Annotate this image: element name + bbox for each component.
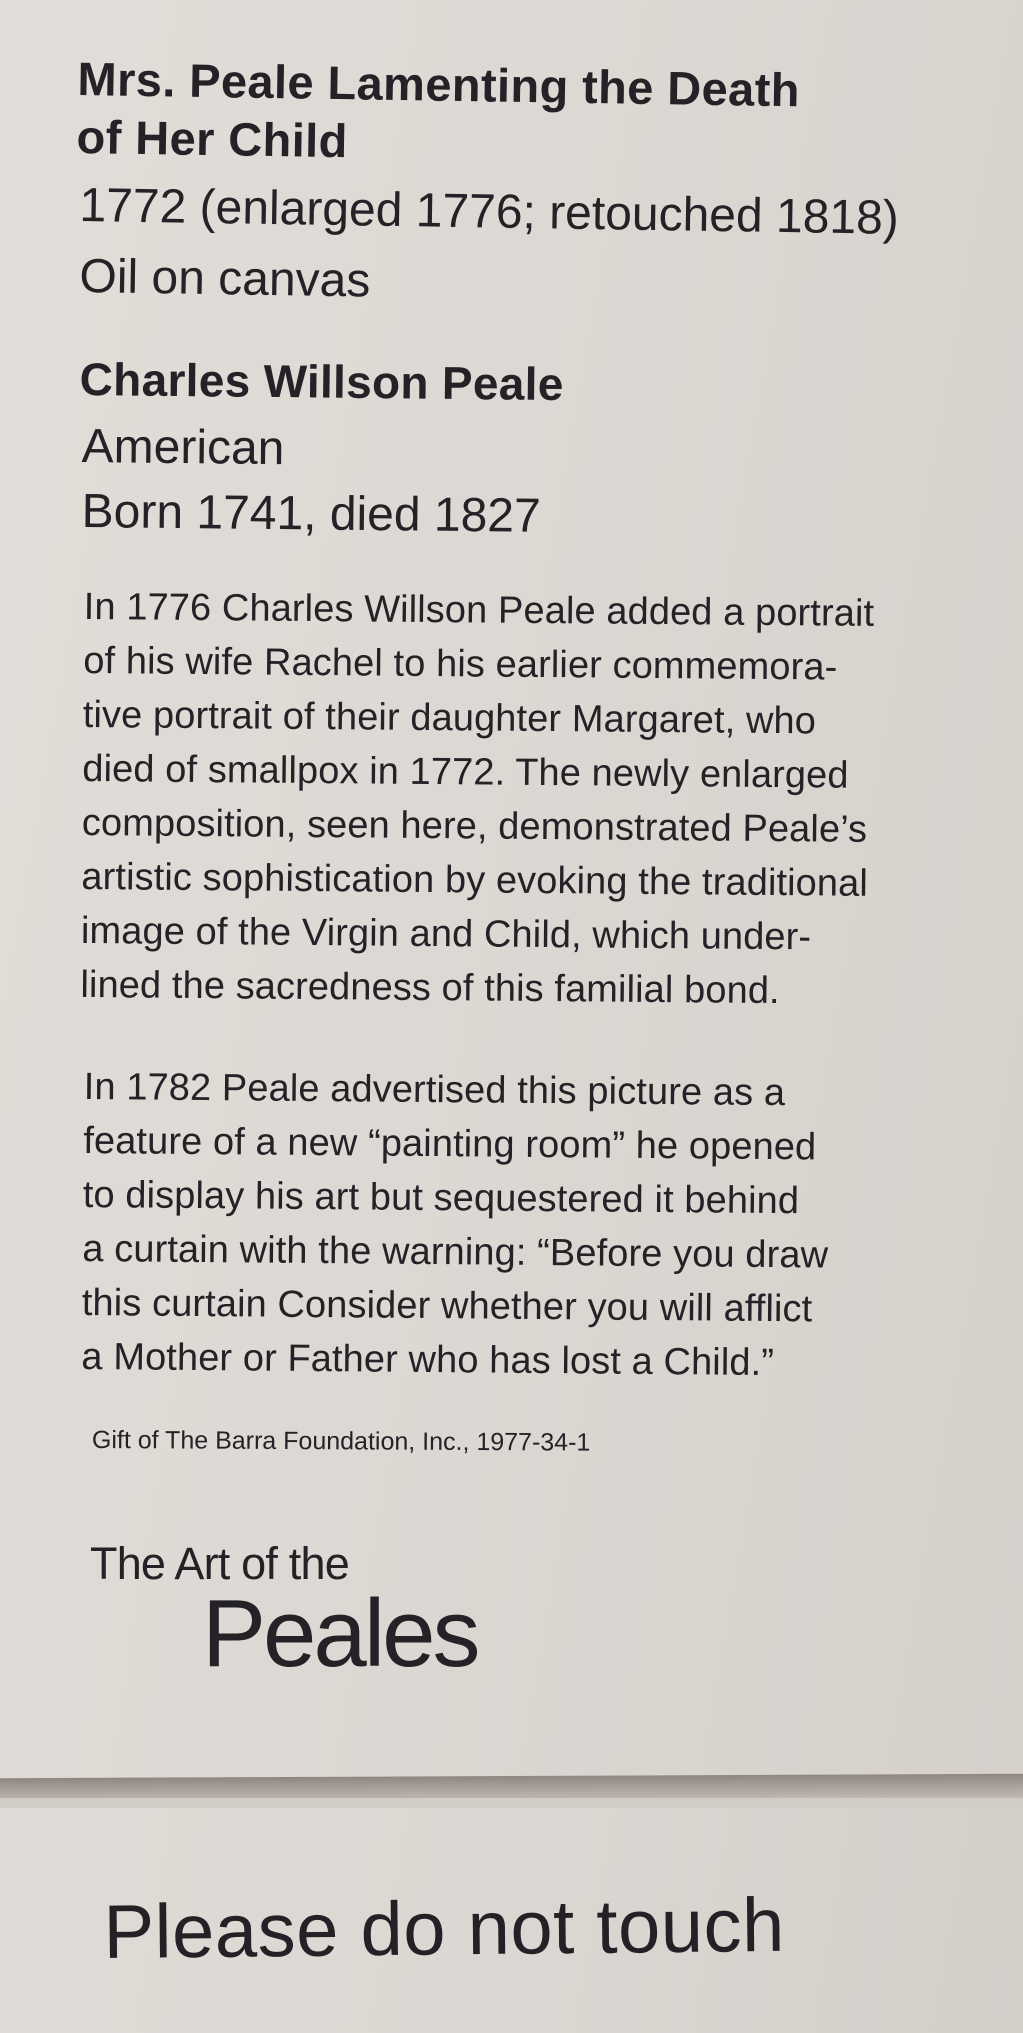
- paragraph-line: composition, seen here, demonstrated Peale’s: [81, 801, 868, 851]
- paragraph-line: a curtain with the warning: “Before you draw: [82, 1227, 829, 1277]
- artist-nationality: American: [81, 419, 285, 476]
- paragraph-line: artistic sophistication by evoking the traditional: [81, 855, 869, 905]
- wall-gap: [0, 1798, 1023, 1808]
- paragraph-line: In 1776 Charles Willson Peale added a portrait: [83, 585, 875, 635]
- paragraph-line: lined the sacredness of this familial bond.: [80, 963, 780, 1013]
- do-not-touch-notice: Please do not touch: [103, 1882, 786, 1975]
- exhibition-logo: [90, 1538, 590, 1698]
- paragraph-line: to display his art but sequestered it behind: [82, 1173, 800, 1223]
- paragraph-line: this curtain Consider whether you will afflict: [81, 1281, 813, 1331]
- paragraph-line: of his wife Rachel to his earlier commemora-: [83, 639, 838, 689]
- credit-line: Gift of The Barra Foundation, Inc., 1977-34-1: [91, 1426, 591, 1457]
- artwork-title: Mrs. Peale Lamenting the Death of Her Child: [76, 51, 801, 168]
- description-paragraph-2: [81, 1060, 830, 1390]
- artwork-dates: 1772 (enlarged 1776; retouched 1818): [79, 178, 900, 245]
- artist-lifespan: Born 1741, died 1827: [81, 484, 541, 543]
- paragraph-line: a Mother or Father who has lost a Child.”: [81, 1335, 775, 1385]
- exhibition-title-line-2: Peales: [202, 1580, 478, 1687]
- paragraph-line: feature of a new “painting room” he opened: [83, 1119, 817, 1169]
- paragraph-line: image of the Virgin and Child, which under-: [80, 909, 812, 959]
- paragraph-line: tive portrait of their daughter Margaret, who: [82, 693, 817, 743]
- artist-name: Charles Willson Peale: [79, 352, 564, 411]
- artwork-medium: Oil on canvas: [79, 249, 371, 308]
- paragraph-line: died of smallpox in 1772. The newly enlarged: [82, 747, 849, 797]
- paragraph-line: In 1782 Peale advertised this picture as a: [83, 1065, 786, 1115]
- exhibition-title-line-1: The Art of the: [90, 1538, 349, 1589]
- description-paragraph-1: [80, 580, 874, 1019]
